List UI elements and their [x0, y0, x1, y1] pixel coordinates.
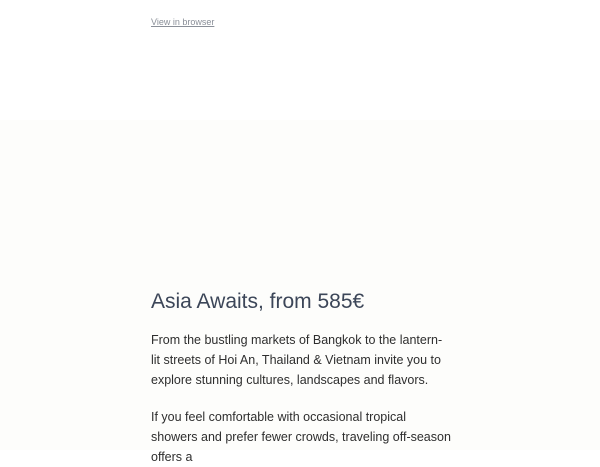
email-headline: Asia Awaits, from 585€ [151, 290, 365, 313]
view-in-browser-link[interactable]: View in browser [151, 17, 215, 27]
intro-paragraph: From the bustling markets of Bangkok to the lantern-lit streets of Hoi An, Thailand & Vietnam invite you to explore stunning cultures, landscapes and flavors. [151, 333, 443, 387]
off-season-paragraph: If you feel comfortable with occasional tropical showers and prefer fewer crowds, traveling off-season offers a [151, 410, 451, 464]
hero-image-placeholder [151, 42, 451, 264]
